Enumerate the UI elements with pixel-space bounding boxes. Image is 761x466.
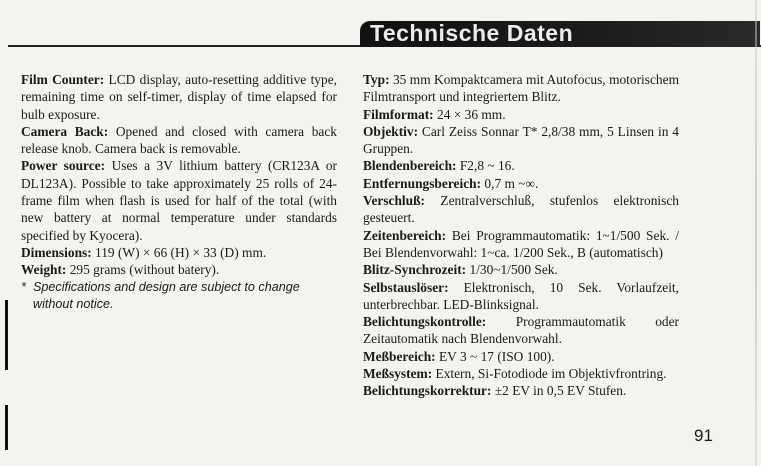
spec-messbereich: Meßbereich: EV 3 ~ 17 (ISO 100). xyxy=(363,348,555,364)
spec-objektiv: Objektiv: Carl Zeiss Sonnar T* 2,8/38 mm, 5 Linsen in 4 Gruppen. xyxy=(363,123,679,157)
spec-dimensions: Dimensions: 119 (W) × 66 (H) × 33 (D) mm. xyxy=(21,244,267,260)
right-column xyxy=(363,71,679,400)
page-title: Technische Daten xyxy=(370,20,574,46)
spec-filmformat: Filmformat: 24 × 36 mm. xyxy=(363,106,506,122)
spec-entfernungsbereich: Entfernungsbereich: 0,7 m ~∞. xyxy=(363,175,539,191)
spec-power-source: Power source: Uses a 3V lithium battery (CR123A or DL123A). Possible to take approximately 25 rolls of 24-frame film when flash is used for half of the total (with new battery at normal temperature under standards specified by Kyocera). xyxy=(21,158,337,243)
spec-disclaimer xyxy=(21,279,341,313)
spec-blitz-synchrozeit: Blitz-Synchrozeit: 1/30~1/500 Sek. xyxy=(363,262,558,278)
spec-messsystem: Meßsystem: Extern, Si-Fotodiode im Objektivfrontring. xyxy=(363,366,667,382)
page-edge xyxy=(755,0,757,466)
margin-mark-lower xyxy=(5,405,8,450)
spec-film-counter: Film Counter: LCD display, auto-resetting additive type, remaining time on self-timer, display of time elapsed for bulb exposure. xyxy=(21,72,337,122)
page-number: 91 xyxy=(694,426,713,445)
margin-mark-upper xyxy=(5,300,8,370)
spec-zeitenbereich: Zeitenbereich: Bei Programmautomatik: 1~1/500 Sek. / Bei Blendenvorwahl: 1~ca. 1/200 Sek., B (automatisch) xyxy=(363,227,679,260)
spec-camera-back: Camera Back: Opened and closed with camera back release knob. Camera back is removable. xyxy=(21,123,337,157)
spec-blendenbereich: Blendenbereich: F2,8 ~ 16. xyxy=(363,158,515,174)
spec-typ: Typ: 35 mm Kompaktcamera mit Autofocus, motorischem Filmtransport und integriertem Blitz. xyxy=(363,72,679,105)
spec-selbstausloeser: Selbstauslöser: Elektronisch, 10 Sek. Vorlaufzeit, unterbrechbar. LED-Blinksignal. xyxy=(363,279,679,312)
spec-verschluss: Verschluß: Zentralverschluß, stufenlos elektronisch gesteuert. xyxy=(363,193,679,226)
spec-belichtungskontrolle: Belichtungskontrolle: Programmautomatik oder Zeitautomatik nach Blendenvorwahl. xyxy=(363,314,679,347)
spec-belichtungskorrektur: Belichtungskorrektur: ±2 EV in 0,5 EV Stufen. xyxy=(363,383,627,399)
left-column xyxy=(21,71,337,279)
spec-weight: Weight: 295 grams (without batery). xyxy=(21,262,220,278)
disclaimer-text: Specifications and design are subject to change without notice. xyxy=(33,280,300,311)
asterisk: * xyxy=(21,280,26,294)
